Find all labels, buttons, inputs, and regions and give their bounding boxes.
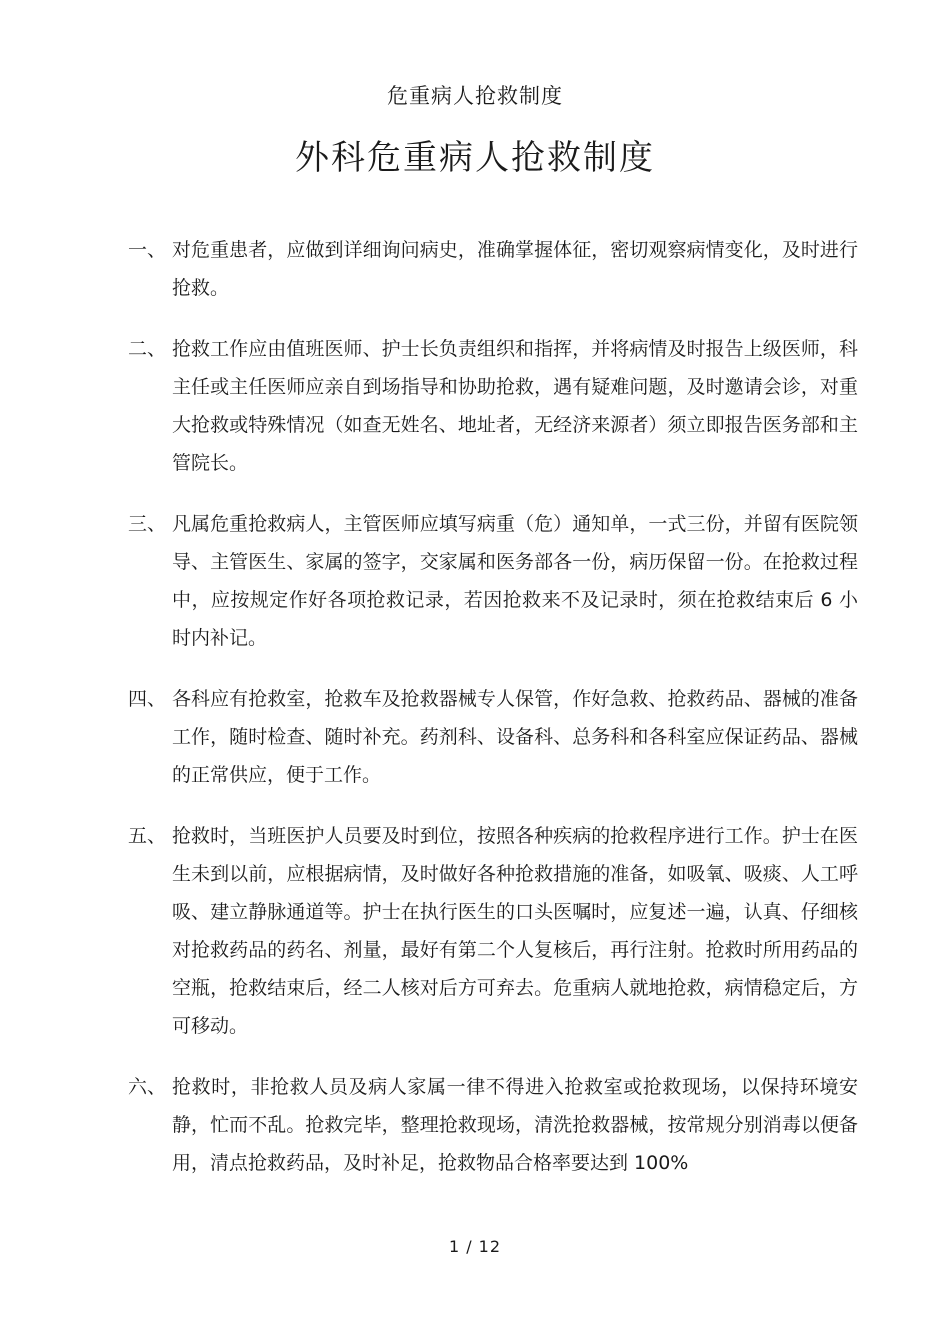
section-text: 抢救时，当班医护人员要及时到位，按照各种疾病的抢救程序进行工作。护士在医生未到以前，应根据病情，及时做好各种抢救措施的准备，如吸氧、吸痰、人工呼吸、建立静脉通道等。护士在执行医生的口头医嘱时，应复述一遍，认真、仔细核对抢救药品的药名、剂量，最好有第二个人复核后，再行注射。抢救时所用药品的空瓶，抢救结束后，经二人核对后方可弃去。危重病人就地抢救，病情稳定后，方可移动。: [172, 825, 858, 1037]
section-number: 六、: [128, 1076, 167, 1098]
section-1: [128, 231, 858, 307]
section-number: 二、: [128, 338, 167, 360]
section-number: 四、: [128, 688, 167, 710]
section-text: 对危重患者，应做到详细询问病史，准确掌握体征，密切观察病情变化，及时进行抢救。: [172, 239, 858, 299]
section-text: 抢救工作应由值班医师、护士长负责组织和指挥，并将病情及时报告上级医师，科主任或主任医师应亲自到场指导和协助抢救，遇有疑难问题，及时邀请会诊，对重大抢救或特殊情况（如查无姓名、地址者，无经济来源者）须立即报告医务部和主管院长。: [172, 338, 858, 474]
section-6: [128, 1068, 858, 1182]
section-5: [128, 817, 858, 1045]
section-text: 凡属危重抢救病人，主管医师应填写病重（危）通知单，一式三份，并留有医院领导、主管医生、家属的签字，交家属和医务部各一份，病历保留一份。在抢救过程中，应按规定作好各项抢救记录，若因抢救来不及记录时，须在抢救结束后 6 小时内补记。: [172, 513, 858, 649]
section-number: 三、: [128, 513, 167, 535]
running-header: 危重病人抢救制度: [387, 84, 563, 108]
section-text: 抢救时，非抢救人员及病人家属一律不得进入抢救室或抢救现场，以保持环境安静，忙而不乱。抢救完毕，整理抢救现场，清洗抢救器械，按常规分别消毒以便备用，清点抢救药品，及时补足，抢救物品合格率要达到 100%: [172, 1076, 858, 1174]
section-number: 五、: [128, 825, 167, 847]
section-number: 一、: [128, 239, 167, 261]
section-2: [128, 330, 858, 482]
document-title: 外科危重病人抢救制度: [295, 138, 655, 178]
section-list: [128, 231, 858, 1205]
page-number: 1 / 12: [448, 1237, 502, 1256]
section-3: [128, 505, 858, 657]
section-text: 各科应有抢救室，抢救车及抢救器械专人保管，作好急救、抢救药品、器械的准备工作，随时检查、随时补充。药剂科、设备科、总务科和各科室应保证药品、器械的正常供应，便于工作。: [172, 688, 858, 786]
section-4: [128, 680, 858, 794]
